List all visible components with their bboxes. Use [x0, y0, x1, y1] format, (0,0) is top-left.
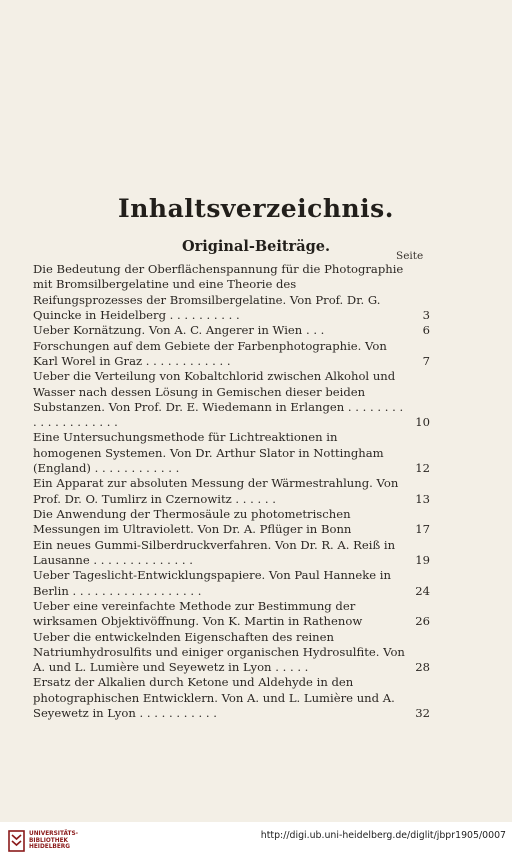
toc-entry	[33, 507, 430, 538]
toc-entry	[33, 599, 430, 630]
viewer-footer	[0, 822, 512, 861]
toc-entry	[33, 262, 430, 323]
toc-entry-page: 7	[422, 353, 430, 368]
table-of-contents	[33, 262, 430, 721]
toc-entry-text: Eine Untersuchungsmethode für Lichtreaktionen in homogenen Systemen. Von Dr. Arthur Slator in Nottingham (England) . . . . . . . . . . . .	[33, 430, 384, 476]
toc-entry-page: 12	[415, 461, 430, 476]
toc-entry	[33, 323, 430, 338]
toc-entry-page: 6	[422, 323, 430, 338]
toc-entry-page: 3	[422, 307, 430, 322]
library-name: UNIVERSITÄTS- BIBLIOTHEK HEIDELBERG	[29, 831, 79, 851]
toc-entry-text: Ueber die Verteilung von Kobaltchlorid zwischen Alkohol und Wasser nach dessen Lösung in Gemischen dieser beiden Substanzen. Von Prof. Dr. E. Wiedemann in Erlangen . . . . . . . . . . . . . . . . . . . .	[33, 369, 404, 430]
toc-entry-text: Ueber die entwickelnden Eigenschaften des reinen Natriumhydrosulfits und einiger organischen Hydrosulfite. Von A. und L. Lumière und Seyewetz in Lyon . . . . .	[33, 629, 405, 675]
toc-entry-text: Ueber eine vereinfachte Methode zur Bestimmung der wirksamen Objektivöffnung. Von K. Martin in Rathenow	[33, 598, 363, 629]
toc-entry	[33, 568, 430, 599]
toc-entry	[33, 538, 430, 569]
toc-entry-text: Die Bedeutung der Oberflächenspannung für die Photographie mit Bromsilbergelatine und eine Theorie des Reifungsprozesses der Bromsilbergelatine. Von Prof. Dr. G. Quincke in Heidelberg . . . . . . . . . .	[33, 262, 404, 322]
toc-entry	[33, 430, 430, 476]
toc-entry	[33, 339, 430, 370]
toc-entry	[33, 630, 430, 676]
toc-entry	[33, 675, 430, 721]
toc-entry-text: Ueber Kornätzung. Von A. C. Angerer in Wien . . .	[33, 323, 325, 338]
toc-entry-page: 19	[415, 552, 430, 567]
toc-entry-text: Forschungen auf dem Gebiete der Farbenphotographie. Von Karl Worel in Graz . . . . . . . . . . . .	[33, 338, 387, 368]
toc-entry-page: 24	[415, 583, 430, 598]
page-column-label: Seite	[396, 250, 424, 262]
section-heading: Original-Beiträge.	[181, 238, 331, 255]
toc-entry-page: 17	[415, 522, 430, 537]
toc-entry-text: Ueber Tageslicht-Entwicklungspapiere. Von Paul Hanneke in Berlin . . . . . . . . . . . . . . . . . .	[33, 568, 391, 598]
library-logo[interactable]	[8, 830, 78, 852]
toc-entry-page: 28	[415, 660, 430, 675]
source-url-link[interactable]: http://digi.ub.uni-heidelberg.de/diglit/jbpr1905/0007	[260, 830, 506, 841]
heidelberg-university-library-logo-icon	[8, 830, 25, 852]
toc-entry-text: Ein Apparat zur absoluten Messung der Wärmestrahlung. Von Prof. Dr. O. Tumlirz in Czernowitz . . . . . .	[33, 476, 399, 506]
toc-entry-page: 26	[415, 614, 430, 629]
toc-entry	[33, 476, 430, 507]
toc-entry	[33, 369, 430, 430]
toc-entry-page: 13	[415, 491, 430, 506]
toc-entry-page: 10	[415, 415, 430, 430]
toc-entry-text: Ein neues Gummi-Silberdruckverfahren. Von Dr. R. A. Reiß in Lausanne . . . . . . . . . . . . . .	[33, 537, 396, 567]
toc-entry-page: 32	[415, 706, 430, 721]
toc-entry-text: Die Anwendung der Thermosäule zu photometrischen Messungen im Ultraviolett. Von Dr. A. Pflüger in Bonn	[33, 507, 352, 537]
toc-entry-text: Ersatz der Alkalien durch Ketone und Aldehyde in den photographischen Entwicklern. Von A. und L. Lumière und A. Seyewetz in Lyon . . . . . . . . . . .	[33, 675, 395, 721]
page-title: Inhaltsverzeichnis.	[118, 194, 394, 223]
